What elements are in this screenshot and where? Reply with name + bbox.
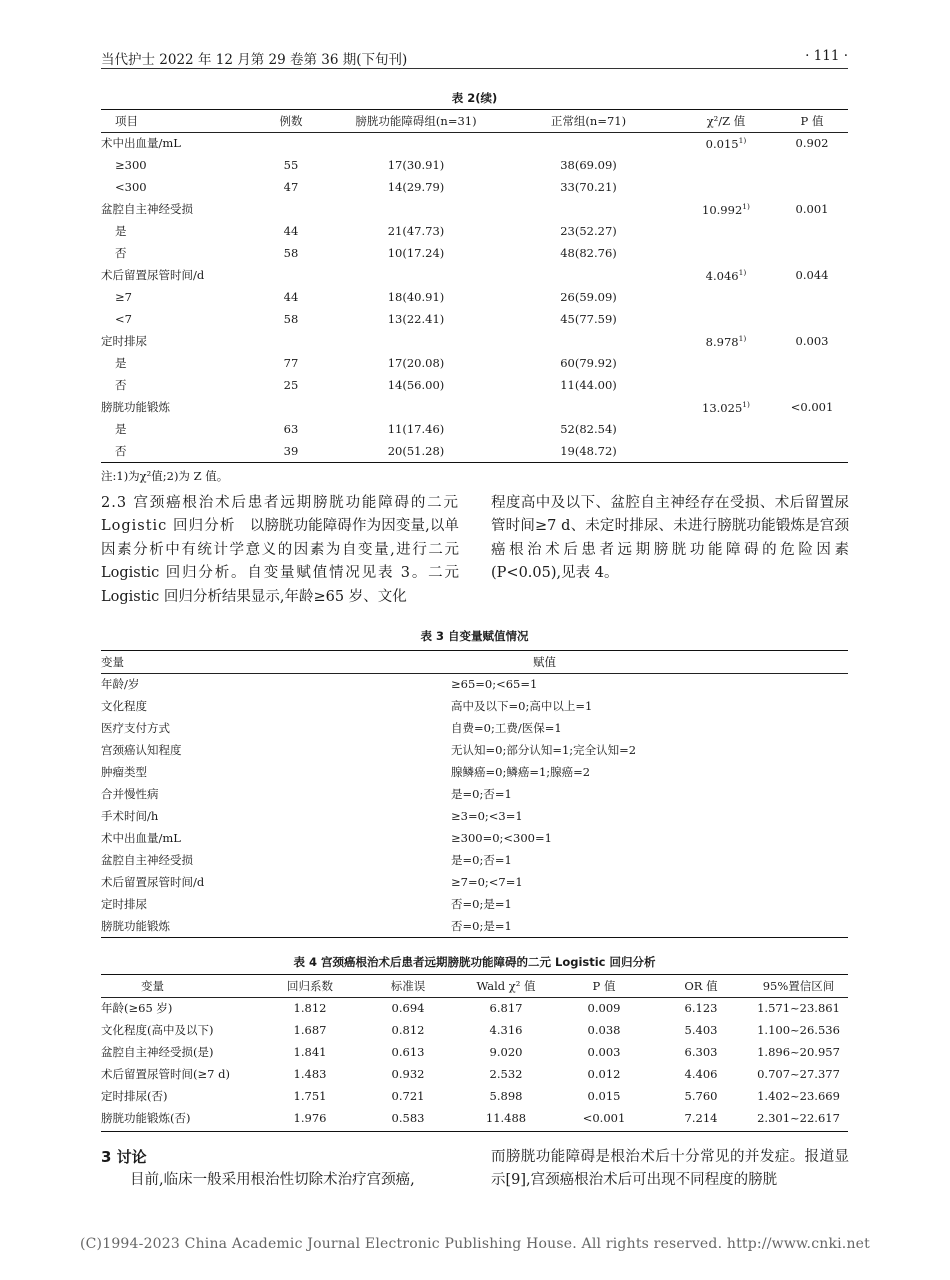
table-cell: [676, 220, 776, 242]
table4-caption: 表 4 宫颈癌根治术后患者远期膀胱功能障碍的二元 Logistic 回归分析: [293, 955, 656, 969]
table-cell: 39: [283, 444, 299, 458]
table-cell: ≥3=0;<3=1: [451, 809, 523, 823]
table-cell: [501, 198, 676, 220]
table-cell: 60(79.92): [560, 356, 617, 370]
table-row: [101, 1041, 848, 1063]
header-rule: [101, 68, 848, 69]
table-cell: 77: [283, 356, 299, 370]
table-cell: [776, 418, 848, 440]
journal-header: 当代护士 2022 年 12 月第 29 卷第 36 期(下旬刊): [101, 52, 408, 68]
table-row: [101, 286, 848, 308]
table-cell: [676, 242, 776, 264]
table-row: [101, 154, 848, 176]
table-cell: [676, 176, 776, 198]
table-cell: 0.707~27.377: [757, 1067, 840, 1081]
table-cell: 术中出血量/mL: [101, 831, 181, 845]
footnote-mark: 1): [738, 135, 747, 145]
table-row: [101, 871, 848, 893]
table-row: [101, 330, 848, 352]
table-cell: [331, 198, 501, 220]
table-cell: 术后留置尿管时间(≥7 d): [101, 1067, 230, 1081]
table2-bottom-rule: [101, 462, 848, 463]
table-cell: 年龄(≥65 岁): [101, 1001, 173, 1015]
table-cell: 0.902: [795, 136, 829, 150]
table-cell: 0.613: [391, 1045, 425, 1059]
table-cell: 6.123: [684, 1001, 718, 1015]
table4: [101, 975, 848, 1129]
table-cell: 14(56.00): [387, 378, 445, 392]
table-row: [101, 242, 848, 264]
table2-header-cell: 例数: [279, 114, 303, 128]
table-cell: 0.009: [587, 1001, 621, 1015]
table3-bottom-rule: [101, 937, 848, 938]
table-cell: [676, 286, 776, 308]
table4-header-cell: 回归系数: [287, 979, 333, 993]
table-row: [101, 673, 848, 695]
table4-header-cell: 95%置信区间: [762, 979, 835, 993]
table-row: [101, 805, 848, 827]
table-cell: 2.301~22.617: [757, 1111, 840, 1125]
table2-caption: 表 2(续): [451, 91, 498, 105]
table-cell: 9.020: [489, 1045, 523, 1059]
table-cell: [331, 132, 501, 154]
table-row: [101, 1019, 848, 1041]
table2-header-cell: 膀胱功能障碍组(n=31): [355, 114, 477, 128]
table-cell: 盆腔自主神经受损: [101, 202, 193, 216]
table4-header-cell: OR 值: [684, 979, 718, 993]
table-cell: 13(22.41): [387, 312, 445, 326]
table-cell: 年龄/岁: [101, 677, 140, 691]
table-cell: [776, 352, 848, 374]
table3-caption: 表 3 自变量赋值情况: [420, 629, 529, 643]
table3-header-cell: 赋值: [533, 655, 556, 669]
table-cell: 11(17.46): [387, 422, 445, 436]
table-cell: 0.015: [587, 1089, 621, 1103]
section-2-3-text-left: 以膀胱功能障碍作为因变量,以单因素分析中有统计学意义的因素为自变量,进行二元 Logistic 回归分析。自变量赋值情况见表 3。二元 Logistic 回归分析结果显示,年龄≥65 岁、文化: [101, 518, 459, 605]
table2-header-cell: 正常组(n=71): [550, 114, 627, 128]
table-cell: 17(20.08): [387, 356, 445, 370]
table-cell: [776, 220, 848, 242]
table-cell: 否: [115, 444, 127, 458]
table3-header-row: [101, 651, 848, 673]
table-cell: [331, 330, 501, 352]
table-cell: 定时排尿(否): [101, 1089, 168, 1103]
table4-header-rule: [101, 997, 848, 998]
table-cell: 48(82.76): [560, 246, 617, 260]
table-cell: 14(29.79): [387, 180, 445, 194]
table-row: [101, 396, 848, 418]
table-cell: 17(30.91): [387, 158, 445, 172]
table-cell: 4.316: [489, 1023, 523, 1037]
table-cell: [776, 176, 848, 198]
table-cell: 0.001: [795, 202, 829, 216]
table-cell: 术中出血量/mL: [101, 136, 181, 150]
table-row: [101, 695, 848, 717]
table4-bottom-rule: [101, 1131, 848, 1132]
section-3-left: 目前,临床一般采用根治性切除术治疗宫颈癌,: [130, 1172, 415, 1188]
table-cell: [676, 440, 776, 462]
table-cell: 5.898: [489, 1089, 523, 1103]
section-2-3-right: [491, 492, 849, 586]
table-cell: [776, 308, 848, 330]
table-cell: [251, 132, 331, 154]
table2-header-rule: [101, 132, 848, 133]
table-cell: 58: [283, 246, 299, 260]
table-cell: 21(47.73): [387, 224, 445, 238]
table-cell: 6.303: [684, 1045, 718, 1059]
table-cell: <300: [115, 180, 147, 194]
section-3-heading: 3 讨论: [101, 1148, 147, 1166]
table-row: [101, 893, 848, 915]
table-cell: 4.406: [684, 1067, 718, 1081]
section-2-3-heading: 2.3 宫颈癌根治术后患者远期膀胱功能障碍的二元 Logistic 回归分析: [101, 495, 459, 535]
table-cell: 11.488: [485, 1111, 527, 1125]
table-cell: 26(59.09): [560, 290, 617, 304]
table-cell: 45(77.59): [560, 312, 617, 326]
table-cell: 1.751: [293, 1089, 327, 1103]
section-3-right: 而膀胱功能障碍是根治术后十分常见的并发症。报道显示[9],宫颈癌根治术后可出现不同程度的膀胱: [491, 1149, 849, 1189]
table-cell: 11(44.00): [560, 378, 617, 392]
table-cell: 0.694: [391, 1001, 425, 1015]
table-cell: 58: [283, 312, 299, 326]
table-cell: 无认知=0;部分认知=1;完全认知=2: [451, 743, 637, 757]
table-cell: <0.001: [790, 400, 834, 414]
table2: [101, 110, 848, 462]
table-cell: [676, 374, 776, 396]
table-cell: 0.812: [391, 1023, 425, 1037]
table-cell: 1.100~26.536: [757, 1023, 840, 1037]
table-cell: [676, 352, 776, 374]
table-row: [101, 220, 848, 242]
table-cell: [776, 440, 848, 462]
table-row: [101, 717, 848, 739]
table-cell: 1.571~23.861: [757, 1001, 840, 1015]
table-cell: [251, 396, 331, 418]
table-cell: 55: [283, 158, 299, 172]
table-cell: [776, 154, 848, 176]
table-cell: 否=0;是=1: [451, 919, 512, 933]
table-cell: [251, 330, 331, 352]
table-cell: 膀胱功能锻炼: [101, 919, 170, 933]
table-row: [101, 440, 848, 462]
table-cell: 文化程度(高中及以下): [101, 1023, 214, 1037]
table-cell: [501, 396, 676, 418]
table-cell: 44: [283, 290, 299, 304]
table-cell: 0.721: [391, 1089, 425, 1103]
table-row: [101, 783, 848, 805]
table-cell: 0.003: [795, 334, 829, 348]
table-cell: 定时排尿: [101, 897, 147, 911]
footnote-mark: 1): [738, 333, 747, 343]
table-cell: ≥300=0;<300=1: [451, 831, 552, 845]
table2-header-cell: P 值: [800, 114, 824, 128]
table-cell: 63: [283, 422, 299, 436]
table-cell: 23(52.27): [560, 224, 617, 238]
table-cell: 1.976: [293, 1111, 327, 1125]
table4-header-cell: 标准误: [390, 979, 426, 993]
table-cell: 44: [283, 224, 299, 238]
table-cell: 0.583: [391, 1111, 425, 1125]
table-cell: 6.817: [489, 1001, 523, 1015]
table-row: [101, 418, 848, 440]
table3: [101, 651, 848, 937]
table-cell: 1.483: [293, 1067, 327, 1081]
table-cell: 是: [115, 356, 127, 370]
table4-header-cell: P 值: [592, 979, 616, 993]
table-cell: 手术时间/h: [101, 809, 159, 823]
table-row: [101, 827, 848, 849]
table4-header-row: [101, 975, 848, 997]
table-cell: [501, 132, 676, 154]
table-cell: 10.992$^{1)}$: [702, 201, 750, 217]
table-row: [101, 264, 848, 286]
table-cell: 盆腔自主神经受损: [101, 853, 193, 867]
table-row: [101, 132, 848, 154]
table-cell: 0.932: [391, 1067, 425, 1081]
table-cell: 1.687: [293, 1023, 327, 1037]
table3-header-cell: 变量: [101, 655, 124, 669]
table-cell: 33(70.21): [560, 180, 617, 194]
table-cell: 0.044: [795, 268, 829, 282]
table-cell: 0.038: [587, 1023, 621, 1037]
table-cell: 自费=0;工费/医保=1: [451, 721, 562, 735]
table2-header-row: [101, 110, 848, 132]
table-cell: [501, 330, 676, 352]
table-cell: 0.012: [587, 1067, 621, 1081]
table-cell: 20(51.28): [387, 444, 445, 458]
table-cell: [331, 396, 501, 418]
table-row: [101, 374, 848, 396]
section-2-3-left: [101, 492, 459, 609]
table4-header-cell: Wald χ² 值: [476, 979, 536, 993]
table-cell: 否: [115, 378, 127, 392]
table-cell: <0.001: [582, 1111, 626, 1125]
table-cell: [251, 198, 331, 220]
table-cell: ≥65=0;<65=1: [451, 677, 538, 691]
footnote-mark: 1): [742, 201, 750, 211]
table-cell: 0.015$^{1)}$: [705, 135, 747, 151]
table-cell: 是=0;否=1: [451, 787, 512, 801]
table-cell: 盆腔自主神经受损(是): [101, 1045, 214, 1059]
table-cell: 医疗支付方式: [101, 721, 170, 735]
table-cell: 术后留置尿管时间/d: [101, 268, 205, 282]
table-cell: [776, 374, 848, 396]
table-cell: ≥300: [115, 158, 147, 172]
footnote-mark: 1): [742, 399, 750, 409]
page-number: · 111 ·: [805, 48, 848, 64]
table-cell: 宫颈癌认知程度: [101, 743, 182, 757]
table-cell: 10(17.24): [387, 246, 445, 260]
table-cell: 1.402~23.669: [757, 1089, 840, 1103]
table-cell: 1.896~20.957: [757, 1045, 840, 1059]
table-cell: 18(40.91): [387, 290, 445, 304]
table-cell: 是: [115, 224, 127, 238]
table-row: [101, 176, 848, 198]
table-cell: [501, 264, 676, 286]
table-cell: 25: [283, 378, 299, 392]
footnote-mark: 1): [738, 267, 747, 277]
table-cell: [676, 154, 776, 176]
table-cell: 腺鳞癌=0;鳞癌=1;腺癌=2: [451, 765, 591, 779]
table-cell: 合并慢性病: [101, 787, 159, 801]
table-row: [101, 1085, 848, 1107]
table-cell: [676, 308, 776, 330]
table-cell: 否: [115, 246, 127, 260]
table-cell: 5.403: [684, 1023, 718, 1037]
table-row: [101, 997, 848, 1019]
section-2-3-text-right: 程度高中及以下、盆腔自主神经存在受损、术后留置尿管时间≥7 d、未定时排尿、未进行膀胱功能锻炼是宫颈癌根治术后患者远期膀胱功能障碍的危险因素(P<0.05),见表 4。: [491, 495, 849, 582]
table4-header-cell: 变量: [141, 979, 164, 993]
table-cell: [251, 264, 331, 286]
table-cell: 47: [283, 180, 299, 194]
table-cell: ≥7=0;<7=1: [451, 875, 523, 889]
table2-header-cell: χ²/Z 值: [706, 114, 746, 128]
table2-header-cell: 项目: [115, 114, 138, 128]
table-cell: 文化程度: [101, 699, 147, 713]
table-row: [101, 739, 848, 761]
table-cell: 术后留置尿管时间/d: [101, 875, 205, 889]
table-cell: 膀胱功能锻炼(否): [101, 1111, 191, 1125]
table-row: [101, 915, 848, 937]
table-cell: [676, 418, 776, 440]
table-cell: 5.760: [684, 1089, 718, 1103]
table3-header-rule: [101, 673, 848, 674]
table-cell: 是: [115, 422, 127, 436]
table-row: [101, 308, 848, 330]
table-cell: 13.025$^{1)}$: [702, 399, 750, 415]
table-row: [101, 352, 848, 374]
table-row: [101, 849, 848, 871]
table-cell: 7.214: [684, 1111, 718, 1125]
table-cell: 1.841: [293, 1045, 327, 1059]
copyright-footer: (C)1994-2023 China Academic Journal Electronic Publishing House. All rights reserved. http://www.cnki.net: [79, 1236, 870, 1252]
table-cell: 高中及以下=0;高中以上=1: [451, 699, 593, 713]
table-cell: 4.046$^{1)}$: [705, 267, 747, 283]
table-cell: 膀胱功能锻炼: [101, 400, 170, 414]
table-row: [101, 761, 848, 783]
table-cell: 8.978$^{1)}$: [705, 333, 747, 349]
table-row: [101, 1063, 848, 1085]
table-cell: [776, 242, 848, 264]
table-row: [101, 198, 848, 220]
table-cell: [331, 264, 501, 286]
table-row: [101, 1107, 848, 1129]
table-cell: 否=0;是=1: [451, 897, 512, 911]
table-cell: 肿瘤类型: [101, 765, 147, 779]
table-cell: 52(82.54): [560, 422, 617, 436]
table-cell: 1.812: [293, 1001, 327, 1015]
table-cell: [776, 286, 848, 308]
table-cell: 19(48.72): [560, 444, 617, 458]
table-cell: 38(69.09): [560, 158, 617, 172]
table2-note: 注:1)为χ²值;2)为 Z 值。: [101, 469, 229, 483]
table-cell: 2.532: [489, 1067, 523, 1081]
table-cell: 0.003: [587, 1045, 621, 1059]
table-cell: 定时排尿: [101, 334, 147, 348]
table-cell: <7: [115, 312, 132, 326]
table-cell: ≥7: [115, 290, 132, 304]
table-cell: 是=0;否=1: [451, 853, 512, 867]
